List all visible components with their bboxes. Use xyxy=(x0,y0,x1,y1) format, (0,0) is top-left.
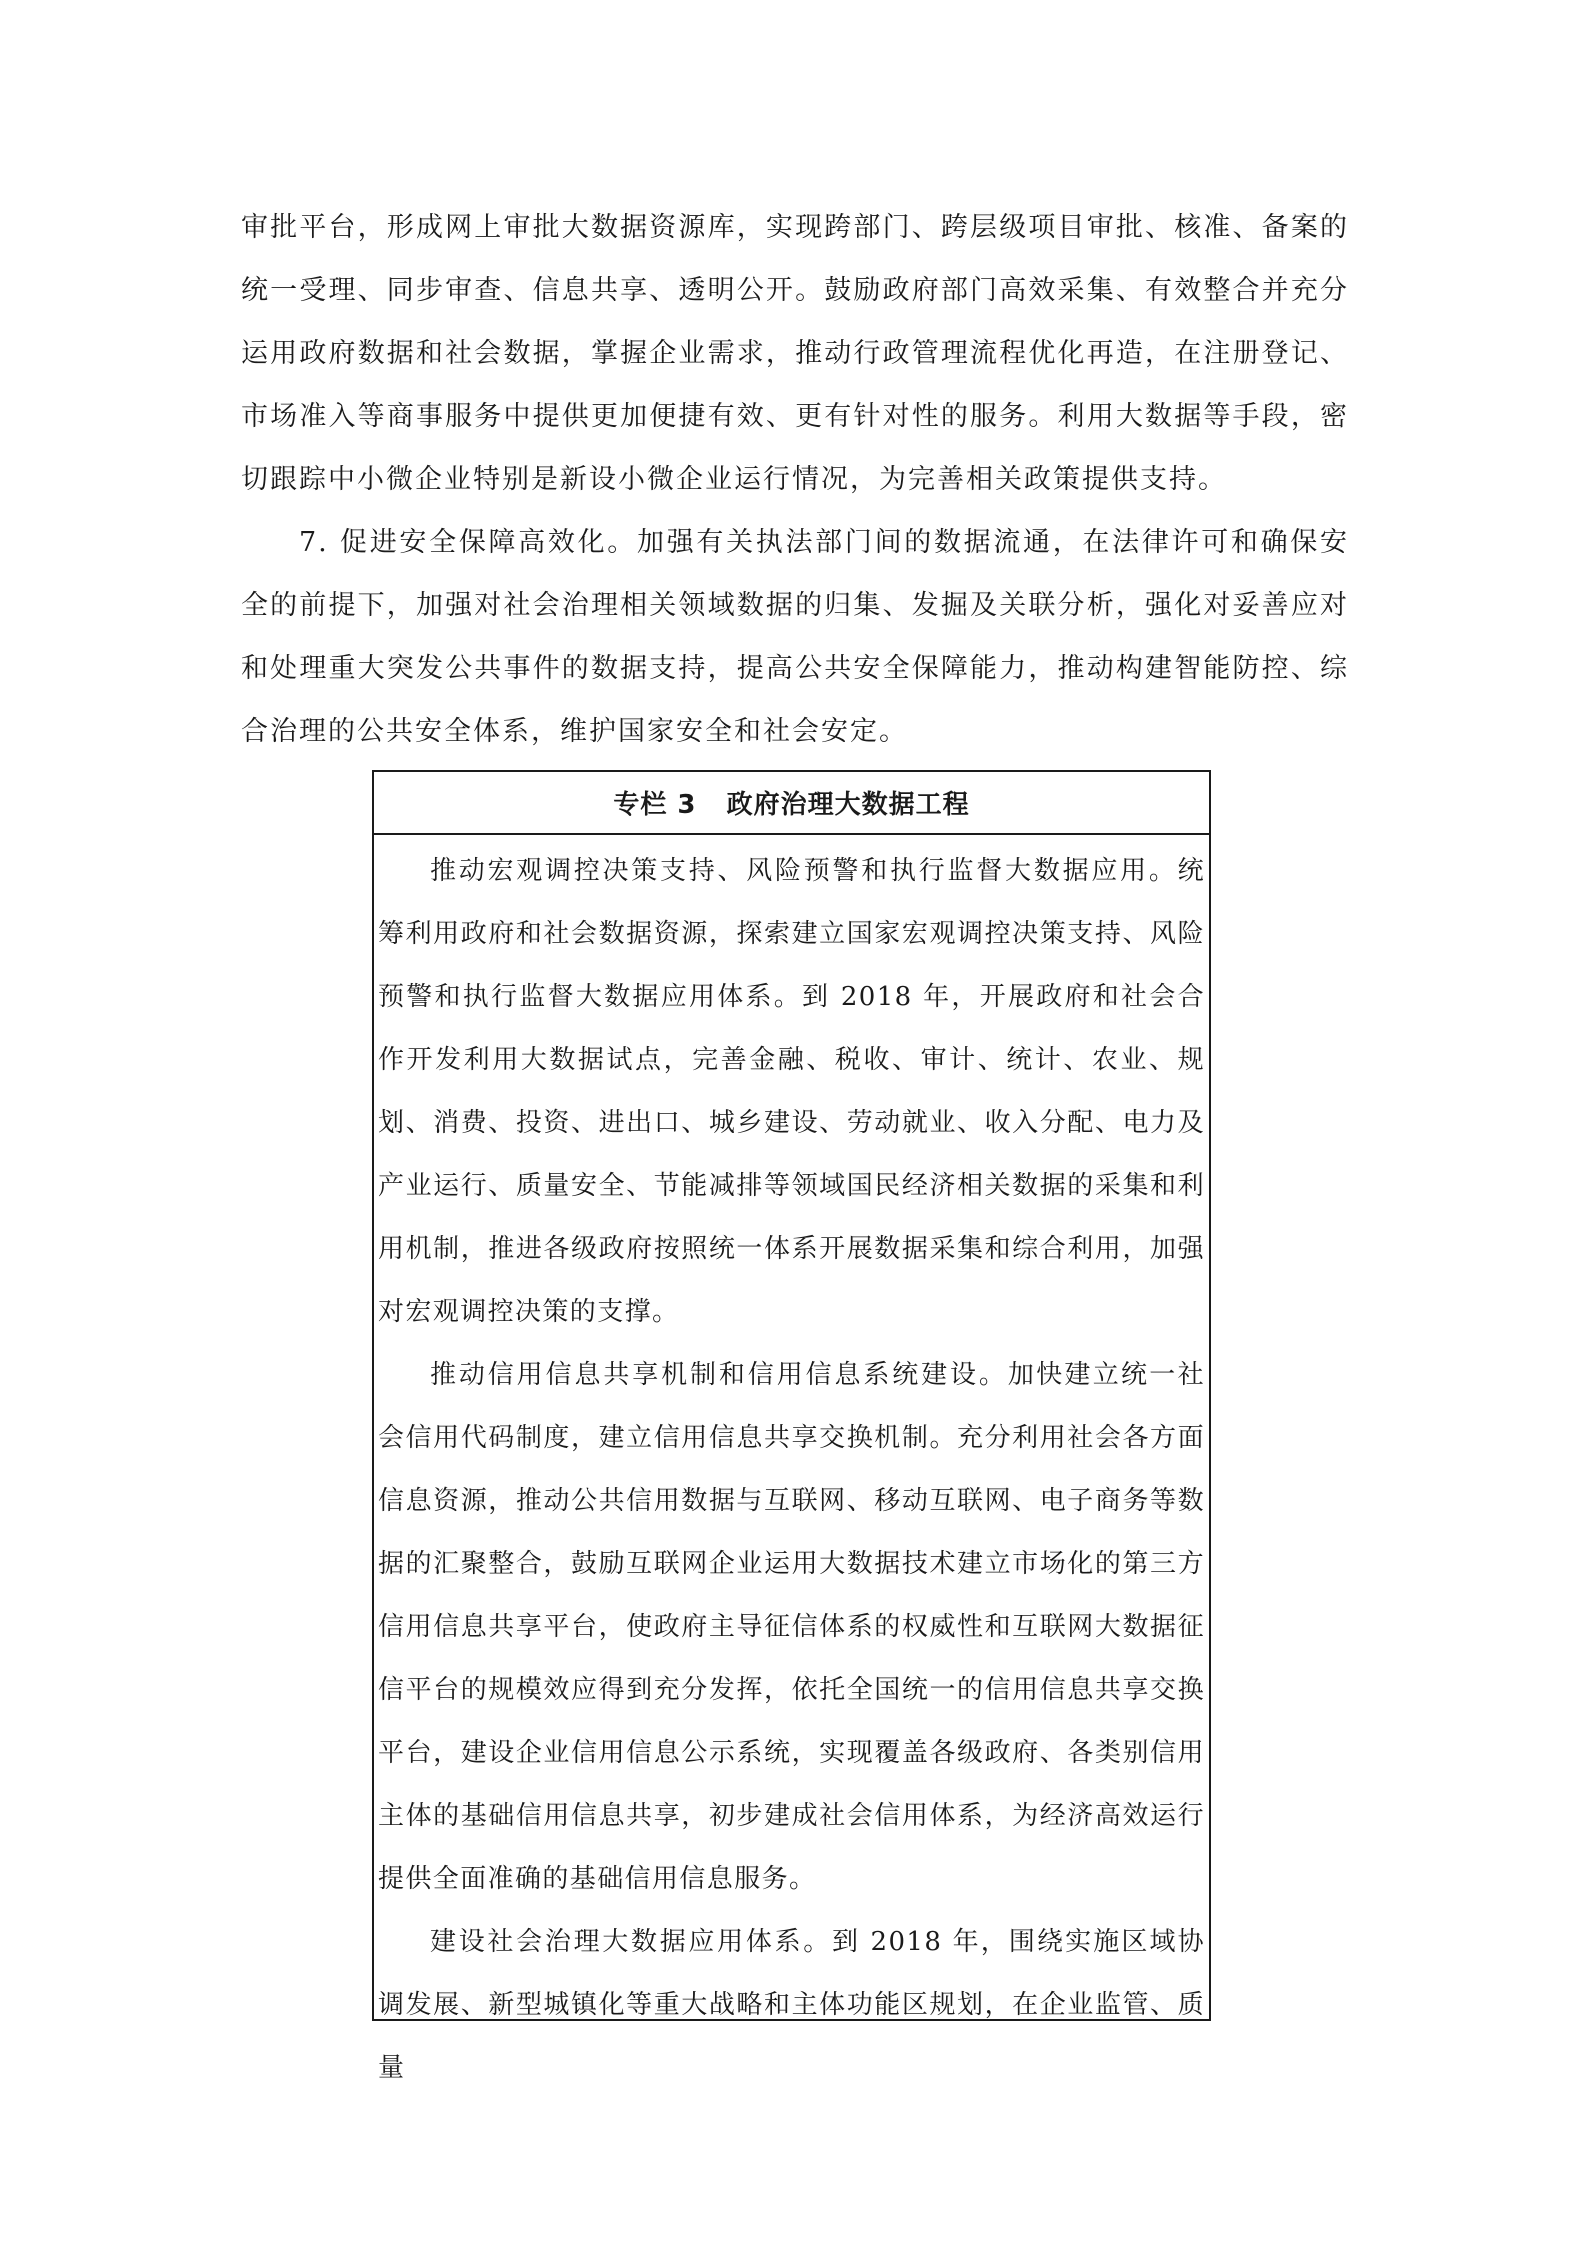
box-title: 专栏 3 政府治理大数据工程 xyxy=(374,772,1209,835)
box-paragraph xyxy=(378,1911,1205,2100)
paragraph-security xyxy=(241,511,1349,763)
box-paragraph-lead: 推动信用信息共享机制和信用信息系统建设。 xyxy=(430,1360,1008,1390)
box-paragraph xyxy=(378,840,1205,1344)
paragraph-lead: 7. 促进安全保障高效化。 xyxy=(299,527,637,558)
document-body xyxy=(241,196,1349,763)
sidebar-box-column-3 xyxy=(372,770,1211,2083)
box-paragraph-lead: 推动宏观调控决策支持、风险预警和执行监督大数据应用。 xyxy=(430,856,1178,886)
box-paragraph-text: 加快建立统一社会信用代码制度，建立信用信息共享交换机制。充分利用社会各方面信息资源，推动公共信用数据与互联网、移动互联网、电子商务等数据的汇聚整合，鼓励互联网企业运用大数据技术建立市场化的第三方信用信息共享平台，使政府主导征信体系的权威性和互联网大数据征信平台的规模效应得到充分发挥，依托全国统一的信用信息共享交换平台，建设企业信用信息公示系统，实现覆盖各级政府、各类别信用主体的基础信用信息共享，初步建成社会信用体系，为经济高效运行提供全面准确的基础信用信息服务。 xyxy=(378,1360,1205,1894)
paragraph-text: 加强有关执法部门间的数据流通，在法律许可和确保安全的前提下，加强对社会治理相关领域数据的归集、发掘及关联分析，强化对妥善应对和处理重大突发公共事件的数据支持，提高公共安全保障能力，推动构建智能防控、综合治理的公共安全体系，维护国家安全和社会安定。 xyxy=(241,527,1350,747)
box-body xyxy=(374,835,1209,2100)
box-paragraph-text: 统筹利用政府和社会数据资源，探索建立国家宏观调控决策支持、风险预警和执行监督大数据应用体系。到 2018 年，开展政府和社会合作开发利用大数据试点，完善金融、税收、审计、统计、农业、规划、消费、投资、进出口、城乡建设、劳动就业、收入分配、电力及产业运行、质量安全、节能减排等领域国民经济相关数据的采集和利用机制，推进各级政府按照统一体系开展数据采集和综合利用，加强对宏观调控决策的支撑。 xyxy=(378,856,1205,1327)
box-paragraph-lead: 建设社会治理大数据应用体系。 xyxy=(430,1927,833,1957)
box-paragraph xyxy=(378,1344,1205,1911)
box-paragraph-text: 到 2018 年，围绕实施区域协调发展、新型城镇化等重大战略和主体功能区规划，在企业监管、质量 xyxy=(378,1927,1205,2083)
paragraph-continuation xyxy=(241,196,1349,511)
paragraph-text: 审批平台，形成网上审批大数据资源库，实现跨部门、跨层级项目审批、核准、备案的统一受理、同步审查、信息共享、透明公开。鼓励政府部门高效采集、有效整合并充分运用政府数据和社会数据，掌握企业需求，推动行政管理流程优化再造，在注册登记、市场准入等商事服务中提供更加便捷有效、更有针对性的服务。利用大数据等手段，密切跟踪中小微企业特别是新设小微企业运行情况，为完善相关政策提供支持。 xyxy=(241,212,1349,495)
